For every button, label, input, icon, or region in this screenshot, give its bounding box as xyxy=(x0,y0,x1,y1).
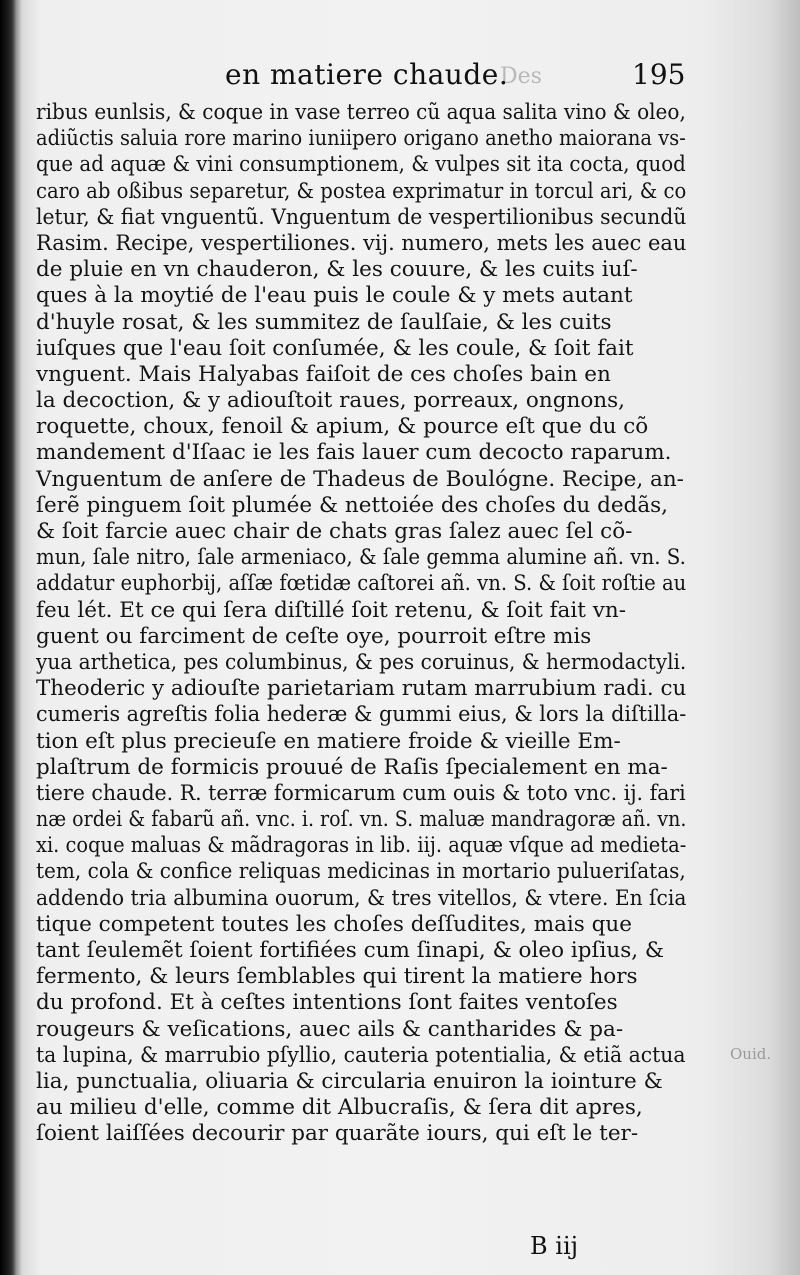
text-line: addendo tria albumina ouorum, & tres vitellos, & vtere. En ſcia xyxy=(36,885,687,911)
text-line: caro ab oßibus separetur, & postea exprimatur in torcul ari, & co xyxy=(36,178,687,204)
text-line: d'huyle rosat, & les summitez de ſaulſaie, & les cuits xyxy=(36,309,612,335)
text-line: du profond. Et à ceſtes intentions ſont faites ventoſes xyxy=(36,990,618,1016)
page-header xyxy=(0,58,800,102)
text-line: mandement d'Iſaac ie les fais lauer cum decocto raparum. xyxy=(36,440,672,466)
binding-shadow xyxy=(0,0,16,1275)
text-line: xi. coque maluas & mãdragoras in lib. iij. aquæ vſque ad medieta- xyxy=(36,833,687,859)
text-line: roquette, choux, fenoil & apium, & pource eſt que du cõ xyxy=(36,414,649,440)
text-line: que ad aquæ & vini consumptionem, & vulpes sit ita cocta, quod xyxy=(36,152,686,178)
text-line: ta lupina, & marrubio pſyllio, cauteria potentialia, & etiã actua xyxy=(36,1042,686,1068)
text-line: ques à la moytié de l'eau puis le coule & y mets autant xyxy=(36,283,633,309)
text-line: tem, cola & confice reliquas medicinas in mortario pulueriſatas, xyxy=(36,859,686,885)
text-line: la decoction, & y adiouſtoit raues, porreaux, ongnons, xyxy=(36,388,625,414)
signature-mark: B iij xyxy=(530,1232,579,1260)
text-line: yua arthetica, pes columbinus, & pes coruinus, & hermodactyli. xyxy=(36,649,687,675)
text-line: & ſoit farcie auec chair de chats gras ſalez auec ſel cõ- xyxy=(36,519,633,544)
text-line: tion eſt plus precieuſe en matiere froide & vieille Em- xyxy=(36,728,621,754)
text-line: Theoderic y adiouſte parietariam rutam marrubium radi. cu xyxy=(36,676,687,702)
text-line: de pluie en vn chauderon, & les couure, & les cuits iuſ- xyxy=(36,257,638,283)
text-line: feu lét. Et ce qui ſera diſtillé ſoit retenu, & ſoit fait vn- xyxy=(36,597,626,623)
text-line: ſoient laiſſées decourir par quarãte iours, qui eſt le ter- xyxy=(36,1121,639,1147)
running-head: en matiere chaude. xyxy=(225,58,509,91)
text-line: tique competent toutes les choſes deſſudites, mais que xyxy=(36,911,632,937)
text-line: ſerẽ pinguem ſoit plumée & nettoiée des choſes du dedãs, xyxy=(36,492,669,518)
text-line: vnguent. Mais Halyabas faiſoit de ces choſes bain en xyxy=(36,361,611,387)
text-line: tiere chaude. R. terræ formicarum cum ouis & toto vnc. ij. fari xyxy=(36,780,686,806)
text-line: guent ou farciment de ceſte oye, pourroit eſtre mis xyxy=(36,623,592,649)
text-line: rougeurs & veſications, auec ails & cantharides & pa- xyxy=(36,1016,624,1042)
text-line: cumeris agreſtis folia hederæ & gummi eius, & lors la diſtilla- xyxy=(36,702,687,728)
text-line: næ ordei & fabarũ añ. vnc. i. roſ. vn. S. maluæ mandragoræ añ. vn. xyxy=(36,807,687,833)
text-line: iuſques que l'eau ſoit conſumée, & les coule, & ſoit fait xyxy=(36,335,634,361)
text-line: letur, & fiat vnguentũ. Vnguentum de vespertilionibus secundũ xyxy=(36,204,687,230)
text-line: mun, ſale nitro, ſale armeniaco, & ſale gemma alumine añ. vn. S. xyxy=(36,545,686,571)
page-number: 195 xyxy=(632,58,686,91)
text-line: plaſtrum de formicis prouué de Raſis ſpecialement en ma- xyxy=(36,754,668,780)
text-line: adiũctis saluia rore marino iuniipero origano anetho maiorana vs- xyxy=(36,126,686,152)
text-line: tant ſeulemẽt ſoient fortifiées cum ſinapi, & oleo ipſius, & xyxy=(36,938,665,963)
text-line: addatur euphorbij, aſſæ fœtidæ caſtorei añ. vn. S. & ſoit roſtie au xyxy=(36,571,687,597)
text-line: au milieu d'elle, comme dit Albucraſis, & ſera dit apres, xyxy=(36,1095,643,1121)
text-line: Rasim. Recipe, vespertiliones. vij. numero, mets les auec eau xyxy=(36,230,687,256)
bleed-through-text-top: Des xyxy=(500,64,542,89)
text-line: lia, punctualia, oliuaria & circularia enuiron la iointure & xyxy=(36,1068,663,1094)
bleed-through-text-margin: Ouid. xyxy=(730,1045,772,1063)
text-line: ribus eunlsis, & coque in vase terreo cũ aqua salita vino & oleo, xyxy=(36,100,686,125)
text-line: fermento, & leurs ſemblables qui tirent la matiere hors xyxy=(36,964,638,990)
body-text xyxy=(36,100,686,1148)
text-line: Vnguentum de anſere de Thadeus de Boulógne. Recipe, an- xyxy=(36,466,684,492)
